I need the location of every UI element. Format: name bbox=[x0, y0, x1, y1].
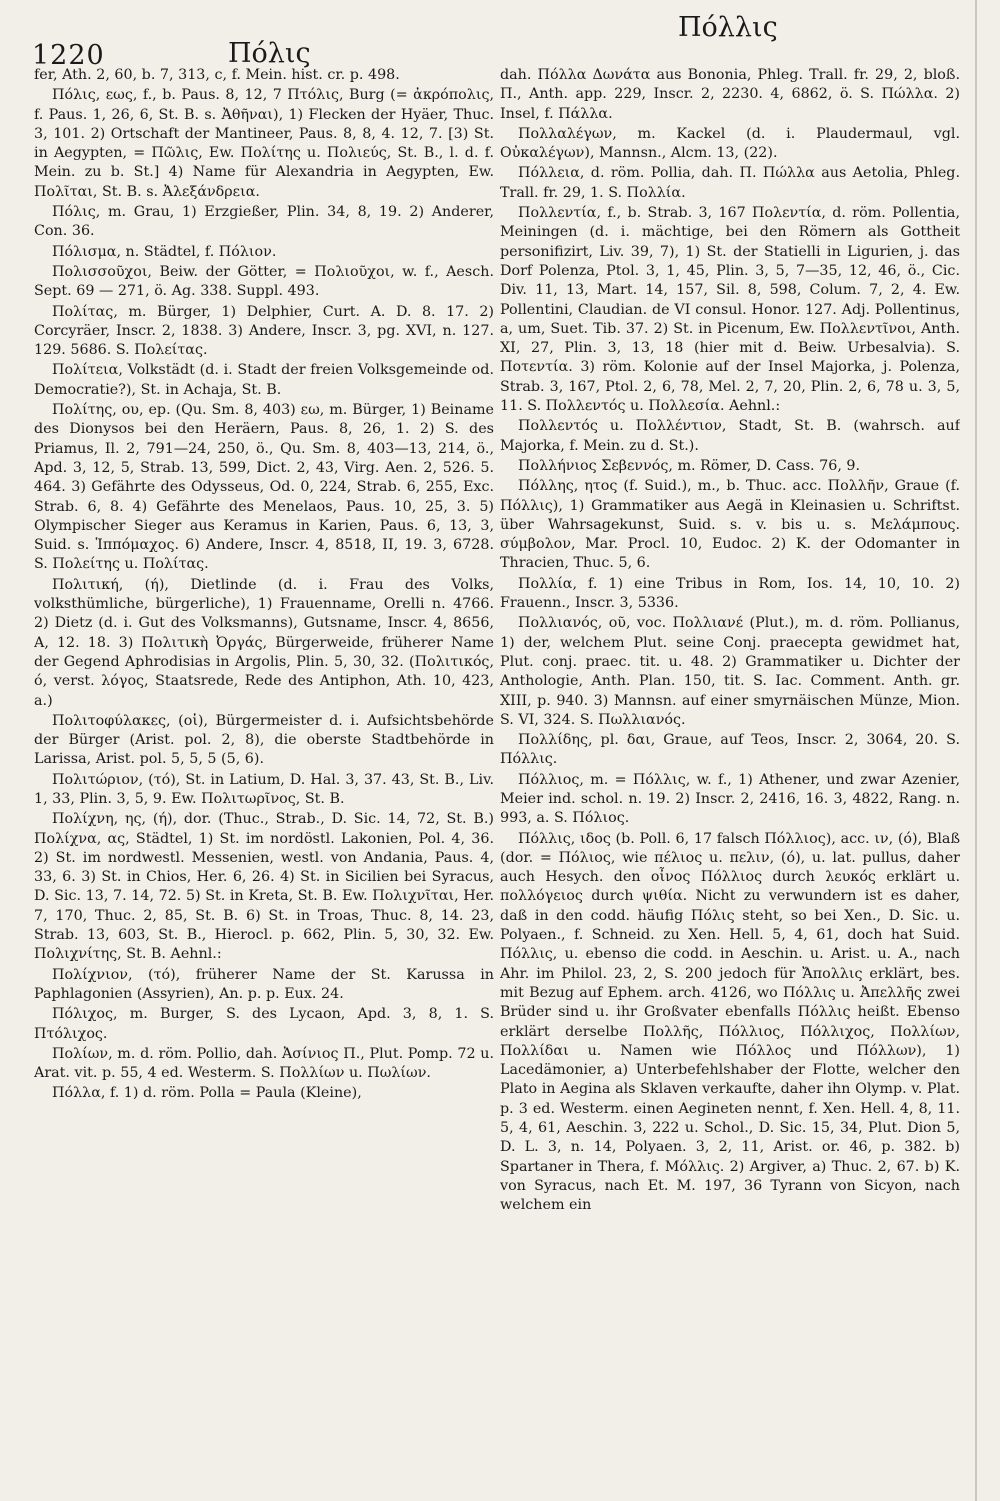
page-edge-shadow bbox=[975, 0, 977, 1501]
dictionary-entry: Πολλιανός, οῦ, voc. Πολλιανέ (Plut.), m. d. röm. Pollianus, 1) der, welchem Plut. seine Conj. praecepta gewidmet hat, Plut. conj. praec. tit. u. 48. 2) Grammatiker u. Dichter der Anthologie, Anth. Plan. 150, tit. S. Iac. Comment. Anth. gr. XIII, p. 940. 3) Mannsn. auf einer smyrnäischen Münze, Mion. S. VI, 324. S. Πωλλιανός. bbox=[500, 615, 960, 728]
dictionary-entry: Πόλις, m. Grau, 1) Erzgießer, Plin. 34, 8, 19. 2) Anderer, Con. 36. bbox=[34, 204, 494, 240]
dictionary-entry: Πόλισμα, n. Städtel, f. Πόλιον. bbox=[52, 243, 277, 260]
dictionary-entry: Πολίτας, m. Bürger, 1) Delphier, Curt. A. D. 8. 17. 2) Corcyräer, Inscr. 2, 1838. 3) Andere, Inscr. 3, pg. XVI, n. 127. 129. 5686. S. Πολείτας. bbox=[34, 303, 494, 359]
dictionary-entry: Πόλλα, f. 1) d. röm. Polla = Paula (Kleine), bbox=[52, 1085, 362, 1102]
dictionary-entry: Πολισσοῦχοι, Beiw. der Götter, = Πολιοῦχοι, w. f., Aesch. Sept. 69 — 271, ö. Ag. 338. Suppl. 493. bbox=[34, 263, 494, 300]
dictionary-entry: Πολίχνη, ης, (ή), dor. (Thuc., Strab., D. Sic. 14, 72, St. B.) Πολίχνα, ας, Städtel, 1) St. im nordöstl. Lakonien, Pol. 4, 36. 2) St. im nordwestl. Messenien, westl. von Andania, Paus. 4, 33, 6. 3) St. in Chios, Her. 6, 26. 4) St. in Sicilien bei Syracus, D. Sic. 13, 7. 14, 72. 5) St. in Kreta, St. B. Ew. Πολιχνῖται, Her. 7, 170, Thuc. 2, 85, St. B. 6) St. in Troas, Thuc. 8, 14. 23, Strab. 13, 603, St. B., Hierocl. p. 662, Plin. 5, 30, 32. Ew. Πολιχνίτης, St. B. Aehnl.: bbox=[34, 811, 494, 963]
right-column bbox=[500, 66, 960, 1498]
dictionary-entry: Πόλλιος, m. = Πόλλις, w. f., 1) Athener, und zwar Azenier, Meier ind. schol. n. 19. 2) Inscr. 2, 2416, 16. 3, 4822, Rang. n. 993, a. S. Πόλιος. bbox=[500, 771, 960, 827]
dictionary-entry: Πολλεντός u. Πολλέντιον, Stadt, St. B. (wahrsch. auf Majorka, f. Mein. zu d. St.). bbox=[500, 418, 960, 454]
dictionary-entry: Πολίτεια, Volkstädt (d. i. Stadt der freien Volksgemeinde od. Democratie?), St. in Achaja, St. B. bbox=[34, 362, 494, 398]
page-number: 1220 bbox=[32, 40, 105, 71]
dictionary-entry: Πολίτης, ου, ep. (Qu. Sm. 8, 403) εω, m. Bürger, 1) Beiname des Dionysos bei den Heräern, Paus. 8, 26, 1. 2) S. des Priamus, Il. 2, 791—24, 250, ö., Qu. Sm. 8, 403—13, 214, ö., Apd. 3, 12, 5, Strab. 13, 599, Dict. 2, 43, Virg. Aen. 2, 526. 5. 464. 3) Gefährte des Odysseus, Od. 0, 224, Strab. 6, 255, Exc. Strab. 6, 8. 4) Gefährte des Menelaos, Paus. 10, 25, 3. 5) Olympischer Sieger aus Keramus in Karien, Paus. 6, 13, 3, Suid. s. Ἱππόμαχος. 6) Andere, Inscr. 4, 8518, II, 19. 3, 6728. S. Πολείτης u. Πολίτας. bbox=[34, 402, 494, 573]
dictionary-entry: fer, Ath. 2, 60, b. 7, 313, c, f. Mein. hist. cr. p. 498. bbox=[34, 67, 400, 83]
dictionary-entry: Πολλία, f. 1) eine Tribus in Rom, Ios. 14, 10, 10. 2) Frauenn., Inscr. 3, 5336. bbox=[500, 575, 960, 612]
dictionary-entry: Πολίων, m. d. röm. Pollio, dah. Ἀσίνιος Π., Plut. Pomp. 72 u. Arat. vit. p. 55, 4 ed. Westerm. S. Πολλίων u. Πωλίων. bbox=[34, 1045, 494, 1082]
dictionary-entry: Πολλαλέγων, m. Kackel (d. i. Plaudermaul, vgl. Οὐκαλέγων), Mannsn., Alcm. 13, (22). bbox=[500, 125, 960, 162]
dictionary-entry: Πολλήνιος Σεβεννός, m. Römer, D. Cass. 76, 9. bbox=[518, 457, 861, 474]
dictionary-entry: dah. Πόλλα Δωνάτα aus Bononia, Phleg. Trall. fr. 29, 2, bloß. Π., Anth. app. 229, Inscr. 2, 2230. 4, 6862, ö. S. Πώλλα. 2) Insel, f. Πάλλα. bbox=[500, 67, 960, 122]
dictionary-entry: Πολιτοφύλακες, (οἱ), Bürgermeister d. i. Aufsichtsbehörde der Bürger (Arist. pol. 2, 8), die oberste Stadtbehörde in Larissa, Arist. pol. 5, 5, 5 (5, 6). bbox=[34, 712, 494, 768]
dictionary-entry: Πόλλις, ιδος (b. Poll. 6, 17 falsch Πόλλιος), acc. ιν, (ό), Blaß (dor. = Πόλιος, wie πέλιος u. πελιν, (ό), u. lat. pullus, daher auch Hesych. den οἶνος Πόλλιος durch λευκός erklärt u. πολλόγειος durch ψιθία. Nicht zu verwundern ist es daher, daß in den codd. häufig Πόλις steht, so bei Xen., D. Sic. u. Polyaen., f. Schneid. zu Xen. Hell. 5, 4, 61, doch hat Suid. Πόλλις, u. ebenso die codd. in Aeschin. u. Arist. u. A., nach Ahr. im Philol. 23, 2, S. 200 jedoch für Ἄπολλις erklärt, bes. mit Bezug auf Ephem. arch. 4126, wo Πόλλις u. Ἀπελλῆς zwei Brüder sind u. ihr Großvater ebenfalls Πόλλις heißt. Ebenso erklärt derselbe Πολλῆς, Πόλλιος, Πόλλιχος, Πολλίων, Πολλίδαι u. Namen wie Πόλλος und Πόλλων), 1) Lacedämonier, a) Unterbefehlshaber der Flotte, welcher den Plato in Aegina als Sklaven verkaufte, daher ihn Olymp. v. Plat. p. 3 ed. Westerm. einen Aegineten nennt, f. Xen. Hell. 4, 8, 11. 5, 4, 61, Aeschin. 3, 222 u. Schol., D. Sic. 15, 34, Plut. Dion 5, D. L. 3, n. 14, Polyaen. 3, 2, 11, Arist. or. 46, p. 382. b) Spartaner in Thera, f. Μόλλις. 2) Argiver, a) Thuc. 2, 67. b) K. von Syracus, nach Et. M. 197, 36 Tyrann von Sicyon, nach welchem ein bbox=[500, 830, 960, 1214]
running-head-right: Πόλλις bbox=[678, 12, 778, 43]
left-column bbox=[34, 66, 494, 1498]
dictionary-entry: Πόλις, εως, f., b. Paus. 8, 12, 7 Πτόλις, Burg (= ἀκρόπολις, f. Paus. 1, 26, 6, St. B. s. Ἀθῆναι), 1) Flecken der Hyäer, Thuc. 3, 101. 2) Ortschaft der Mantineer, Paus. 8, 8, 4. 12, 7. [3) St. in Aegypten, = Πῶλις, Ew. Πολίτης u. Πολιεύς, St. B., l. d. f. Mein. zu b. St.] 4) Name für Alexandria in Aegypten, Ew. Πολῖται, St. B. s. Ἀλεξάνδρεια. bbox=[34, 87, 494, 200]
dictionary-entry: Πολιτώριον, (τό), St. in Latium, D. Hal. 3, 37. 43, St. B., Liv. 1, 33, Plin. 3, 5, 9. Ew. Πολιτωρῖνος, St. B. bbox=[34, 771, 494, 807]
dictionary-entry: Πόλιχος, m. Burger, S. des Lycaon, Apd. 3, 8, 1. S. Πτόλιχος. bbox=[34, 1006, 494, 1042]
dictionary-entry: Πόλλης, ητος (f. Suid.), m., b. Thuc. acc. Πολλῆν, Graue (f. Πόλλις), 1) Grammatiker aus Aegä in Kleinasien u. Schriftst. über Wahrsagekunst, Suid. s. v. bis u. s. Μελάμπους. σύμβολον, Mar. Procl. 10, Eudoc. 2) K. der Odomanter in Thracien, Thuc. 5, 6. bbox=[500, 478, 960, 572]
dictionary-entry: Πολίχνιον, (τό), früherer Name der St. Karussa in Paphlagonien (Assyrien), An. p. p. Eux. 24. bbox=[34, 966, 494, 1002]
dictionary-entry: Πολιτική, (ή), Dietlinde (d. i. Frau des Volks, volksthümliche, bürgerliche), 1) Frauenname, Orelli n. 4766. 2) Dietz (d. i. Gut des Volksmanns), Gutsname, Inscr. 4, 8656, A, 12. 18. 3) Πολιτικὴ Ὀργάς, Bürgerweide, früherer Name der Gegend Aphrodisias in Argolis, Plin. 5, 30, 32. (Πολιτικός, ό, verst. λόγος, Staatsrede, Rede des Antiphon, Ath. 10, 423, a.) bbox=[34, 576, 494, 709]
dictionary-entry: Πολλίδης, pl. δαι, Graue, auf Teos, Inscr. 2, 3064, 20. S. Πόλλις. bbox=[500, 732, 960, 768]
dictionary-entry: Πολλεντία, f., b. Strab. 3, 167 Πολεντία, d. röm. Pollentia, Meiningen (d. i. mächtige, bei den Römern als Gottheit personifizirt, Liv. 39, 7), 1) St. der Statielli in Ligurien, j. das Dorf Polenza, Ptol. 3, 1, 45, Plin. 3, 5, 7—35, 12, 46, ö., Cic. Div. 11, 13, Mart. 14, 157, Sil. 8, 598, Colum. 7, 2, 4. Ew. Pollentini, Claudian. de VI consul. Honor. 127. Adj. Pollentinus, a, um, Suet. Tib. 37. 2) St. in Picenum, Ew. Πολλεντῖνοι, Anth. XI, 27, Plin. 3, 13, 18 (hier mit d. Beiw. Urbesalvia). S. Ποτεντία. 3) röm. Kolonie auf der Insel Majorka, j. Polenza, Strab. 3, 167, Ptol. 2, 6, 78, Mel. 2, 7, 20, Plin. 2, 6, 78 u. 3, 5, 11. S. Πολλεντός u. Πολλεσία. Aehnl.: bbox=[500, 205, 960, 415]
running-head-left: Πόλις bbox=[228, 38, 311, 69]
dictionary-entry: Πόλλεια, d. röm. Pollia, dah. Π. Πώλλα aus Aetolia, Phleg. Trall. fr. 29, 1. S. Πολλία. bbox=[500, 165, 960, 201]
